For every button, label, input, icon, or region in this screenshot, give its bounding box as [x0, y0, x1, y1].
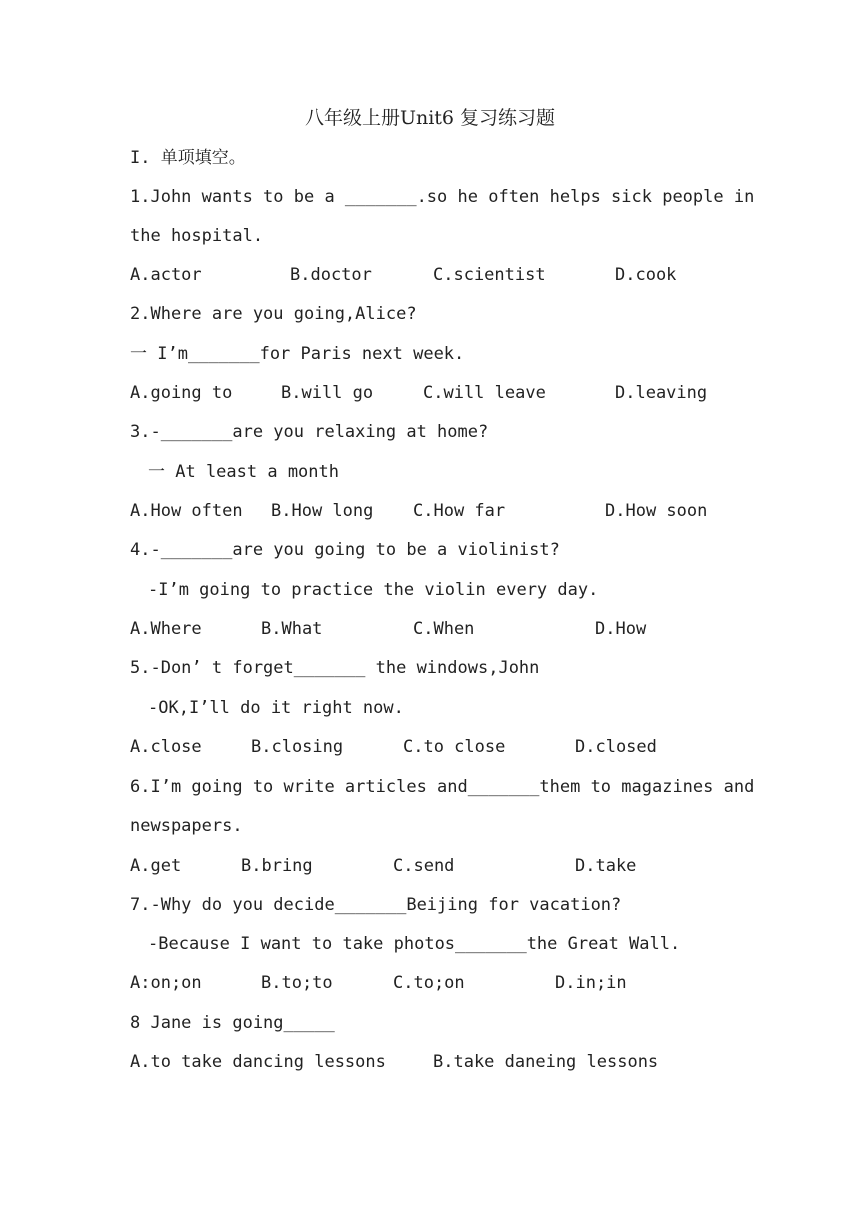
question-3-line-2: 一 At least a month: [148, 462, 339, 482]
question-5-option-b: B.closing: [251, 737, 344, 757]
question-3-option-c: C.How far: [413, 501, 506, 521]
question-4-option-d: D.How: [595, 619, 647, 639]
question-3-option-b: B.How long: [271, 501, 374, 521]
question-8-option-b: B.take daneing lessons: [433, 1052, 659, 1072]
question-8-option-a: A.to take dancing lessons: [130, 1052, 386, 1072]
question-7-line-1: 7.-Why do you decide_______Beijing for vacation?: [130, 895, 622, 915]
question-7-option-c: C.to;on: [393, 973, 465, 993]
question-7-option-b: B.to;to: [261, 973, 333, 993]
question-4-option-a: A.Where: [130, 619, 202, 639]
question-4-line-1: 4.-_______are you going to be a violinist?: [130, 540, 560, 560]
question-5-option-d: D.closed: [575, 737, 657, 757]
question-6-option-a: A.get: [130, 856, 182, 876]
question-5-option-c: C.to close: [403, 737, 506, 757]
question-6-option-d: D.take: [575, 856, 637, 876]
question-8-line-1: 8 Jane is going_____: [130, 1013, 335, 1033]
question-1-option-a: A.actor: [130, 265, 202, 285]
question-2-line-2: 一 I’m_______for Paris next week.: [130, 344, 465, 364]
question-5-option-a: A.close: [130, 737, 202, 757]
question-2-option-c: C.will leave: [423, 383, 546, 403]
question-6-line-2: newspapers.: [130, 816, 243, 836]
question-1-option-c: C.scientist: [433, 265, 546, 285]
question-5-line-2: -OK,I’ll do it right now.: [148, 698, 404, 718]
question-3-option-a: A.How often: [130, 501, 243, 521]
question-1-option-b: B.doctor: [290, 265, 372, 285]
question-3-line-1: 3.-_______are you relaxing at home?: [130, 422, 489, 442]
question-1-line-2: the hospital.: [130, 226, 264, 246]
question-6-line-1: 6.I’m going to write articles and_______them to magazines and: [130, 777, 755, 797]
question-7-option-d: D.in;in: [555, 973, 627, 993]
question-6-option-b: B.bring: [241, 856, 313, 876]
question-4-option-b: B.What: [261, 619, 323, 639]
question-1-line-1: 1.John wants to be a _______.so he often helps sick people in: [130, 187, 755, 207]
question-3-option-d: D.How soon: [605, 501, 708, 521]
question-7-option-a: A:on;on: [130, 973, 202, 993]
page-title: 八年级上册Unit6 复习练习题: [304, 107, 556, 129]
question-4-line-2: -I’m going to practice the violin every day.: [148, 580, 599, 600]
question-2-option-b: B.will go: [281, 383, 374, 403]
question-4-option-c: C.When: [413, 619, 475, 639]
question-2-option-d: D.leaving: [615, 383, 708, 403]
question-5-line-1: 5.-Don’ t forget_______ the windows,John: [130, 658, 540, 678]
question-6-option-c: C.send: [393, 856, 455, 876]
question-1-option-d: D.cook: [615, 265, 677, 285]
question-2-line-1: 2.Where are you going,Alice?: [130, 304, 417, 324]
question-2-option-a: A.going to: [130, 383, 233, 403]
question-7-line-2: -Because I want to take photos_______the Great Wall.: [148, 934, 681, 954]
section-heading: I. 单项填空。: [130, 148, 246, 168]
